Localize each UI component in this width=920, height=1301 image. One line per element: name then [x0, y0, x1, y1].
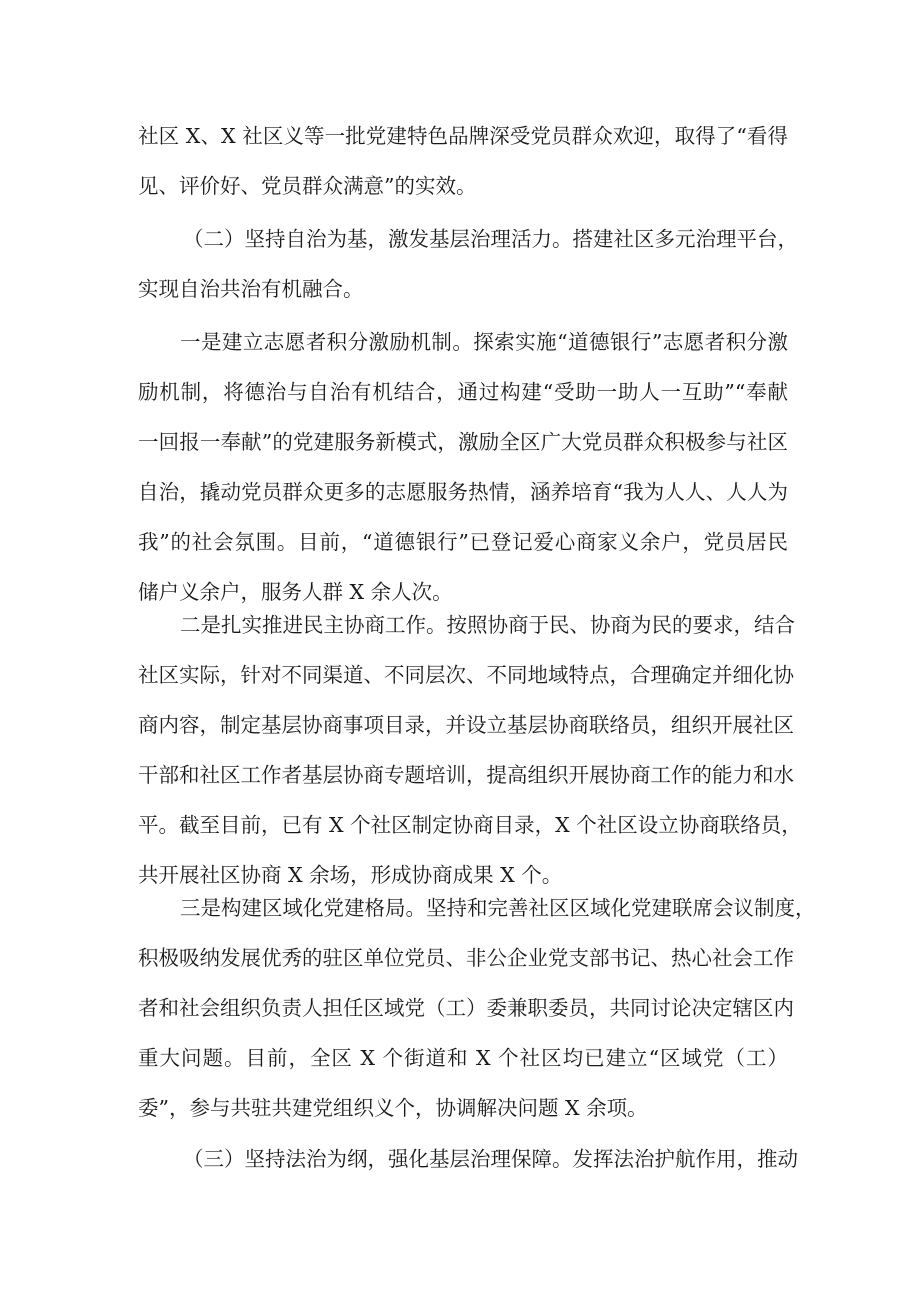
text-line: 自治，撬动党员群众更多的志愿服务热情，涵养培育“我为人人、人人为 [138, 480, 788, 504]
text-line: 储户义余户，服务人群 X 余人次。 [138, 580, 453, 604]
text-line: 委”，参与共驻共建党组织义个，协调解决问题 X 余项。 [138, 1096, 648, 1120]
text-line: 我”的社会氛围。目前，“道德银行”已登记爱心商家义余户，党员居民 [138, 530, 788, 554]
text-line: 重大问题。目前，全区 X 个街道和 X 个社区均已建立“区域党（工） [138, 1046, 788, 1070]
text-line: 者和社会组织负责人担任区域党（工）委兼职委员，共同讨论决定辖区内 [138, 996, 794, 1020]
text-line: 商内容，制定基层协商事项目录，并设立基层协商联络员，组织开展社区 [138, 713, 794, 737]
text-line: 三是构建区域化党建格局。坚持和完善社区区域化党建联席会议制度， [180, 896, 816, 920]
text-line: 社区 X、X 社区义等一批党建特色品牌深受党员群众欢迎，取得了“看得 [138, 124, 788, 148]
text-line: 实现自治共治有机融合。 [138, 277, 364, 301]
text-line: 一是建立志愿者积分激励机制。探索实施“道德银行”志愿者积分激 [180, 330, 788, 354]
text-line: 共开展社区协商 X 余场，形成协商成果 X 个。 [138, 863, 563, 887]
text-line: 励机制，将德治与自治有机结合，通过构建“受助一助人一互助”“奉献 [138, 380, 788, 404]
text-line: 积极吸纳发展优秀的驻区单位党员、非公企业党支部书记、热心社会工作 [138, 946, 794, 970]
text-line: 平。截至目前，已有 X 个社区制定协商目录，X 个社区设立协商联络员， [138, 813, 802, 837]
text-line: （三）坚持法治为纲，强化基层治理保障。发挥法治护航作用，推动 [183, 1147, 798, 1171]
text-line: 见、评价好、党员群众满意”的实效。 [138, 174, 477, 198]
text-line: 一回报一奉献”的党建服务新模式，激励全区广大党员群众积极参与社区 [138, 430, 788, 454]
text-line: 干部和社区工作者基层协商专题培训，提高组织开展协商工作的能力和水 [138, 763, 794, 787]
text-line: 二是扎实推进民主协商工作。按照协商于民、协商为民的要求，结合 [180, 613, 795, 637]
text-line: （二）坚持自治为基，激发基层治理活力。搭建社区多元治理平台， [183, 227, 798, 251]
text-line: 社区实际，针对不同渠道、不同层次、不同地域特点，合理确定并细化协 [138, 663, 794, 687]
